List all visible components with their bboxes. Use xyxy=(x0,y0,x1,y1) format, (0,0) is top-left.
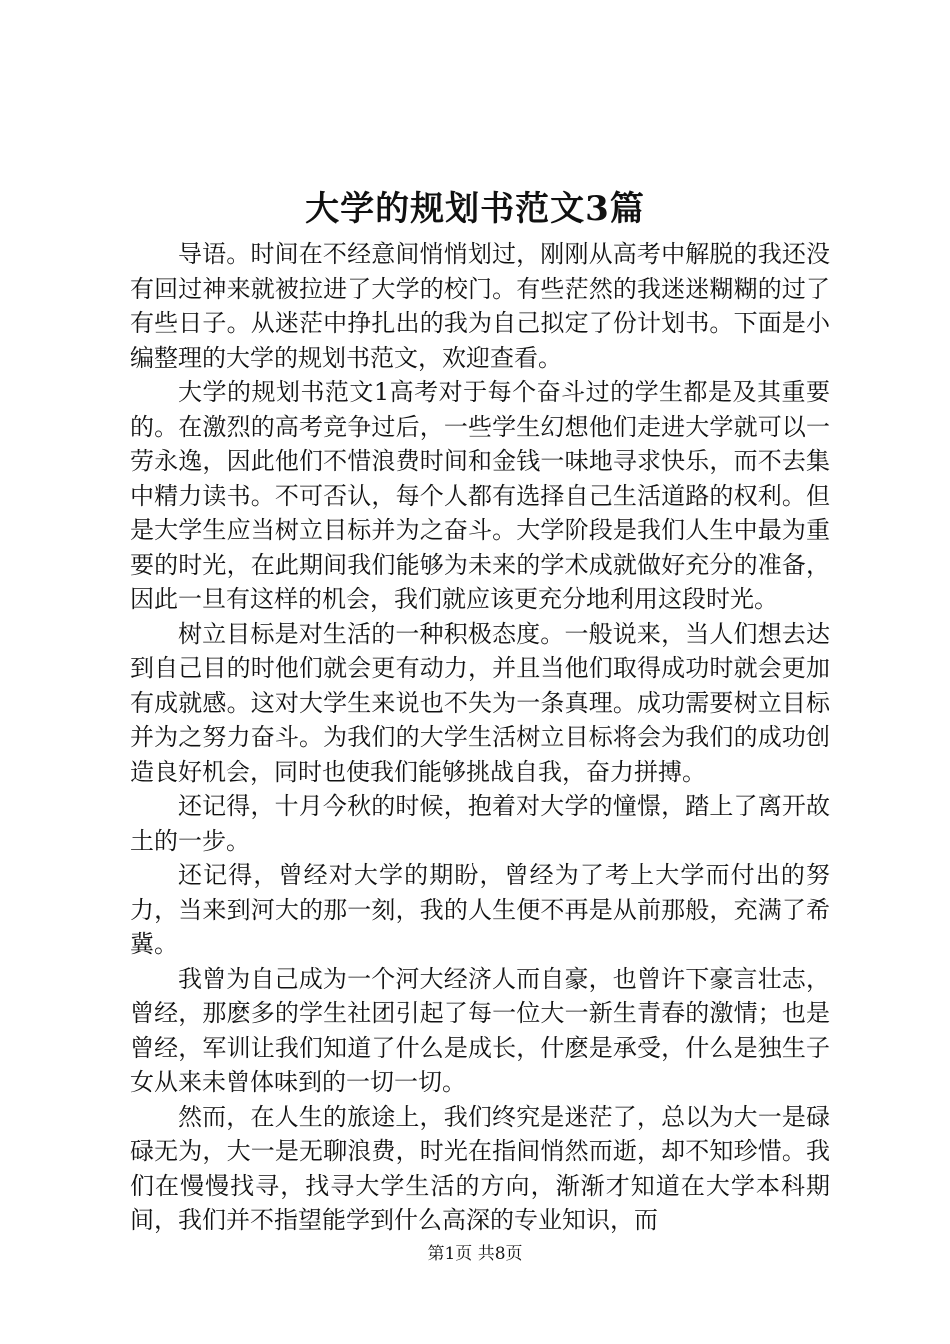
document-body xyxy=(130,237,830,1238)
paragraph-intro: 导语。时间在不经意间悄悄划过，刚刚从高考中解脱的我还没有回过神来就被拉进了大学的校门。有些茫然的我迷迷糊糊的过了有些日子。从迷茫中挣扎出的我为自己拟定了份计划书。下面是小编整理的大学的规划书范文，欢迎查看。 xyxy=(130,240,830,372)
paragraph-sample-1: 大学的规划书范文1高考对于每个奋斗过的学生都是及其重要的。在激烈的高考竞争过后，一些学生幻想他们走进大学就可以一劳永逸，因此他们不惜浪费时间和金钱一味地寻求快乐，而不去集中精力读书。不可否认，每个人都有选择自己生活道路的权利。但是大学生应当树立目标并为之奋斗。大学阶段是我们人生中最为重要的时光，在此期间我们能够为未来的学术成就做好充分的准备，因此一旦有这样的机会，我们就应该更充分地利用这段时光。 xyxy=(130,378,830,613)
document-title: 大学的规划书范文3篇 xyxy=(305,189,645,229)
paragraph-memory-hope: 还记得，曾经对大学的期盼，曾经为了考上大学而付出的努力，当来到河大的那一刻，我的人生便不再是从前那般，充满了希冀。 xyxy=(130,861,830,958)
paragraph-memory-autumn: 还记得，十月今秋的时候，抱着对大学的憧憬，踏上了离开故土的一步。 xyxy=(130,792,830,855)
page-footer: 第1页 共8页 xyxy=(427,1244,523,1264)
paragraph-goals: 树立目标是对生活的一种积极态度。一般说来，当人们想去达到自己目的时他们就会更有动力，并且当他们取得成功时就会更加有成就感。这对大学生来说也不失为一条真理。成功需要树立目标并为之努力奋斗。为我们的大学生活树立目标将会为我们的成功创造良好机会，同时也使我们能够挑战自我，奋力拼搏。 xyxy=(130,619,830,786)
paragraph-confusion: 然而，在人生的旅途上，我们终究是迷茫了，总以为大一是碌碌无为，大一是无聊浪费，时光在指间悄然而逝，却不知珍惜。我们在慢慢找寻，找寻大学生活的方向，渐渐才知道在大学本科期间，我们并不指望能学到什么高深的专业知识，而 xyxy=(130,1102,830,1234)
paragraph-pride: 我曾为自己成为一个河大经济人而自豪，也曾许下豪言壮志，曾经，那麽多的学生社团引起了每一位大一新生青春的激情；也是曾经，军训让我们知道了什么是成长，什麽是承受，什么是独生子女从来未曾体味到的一切一切。 xyxy=(130,964,830,1096)
